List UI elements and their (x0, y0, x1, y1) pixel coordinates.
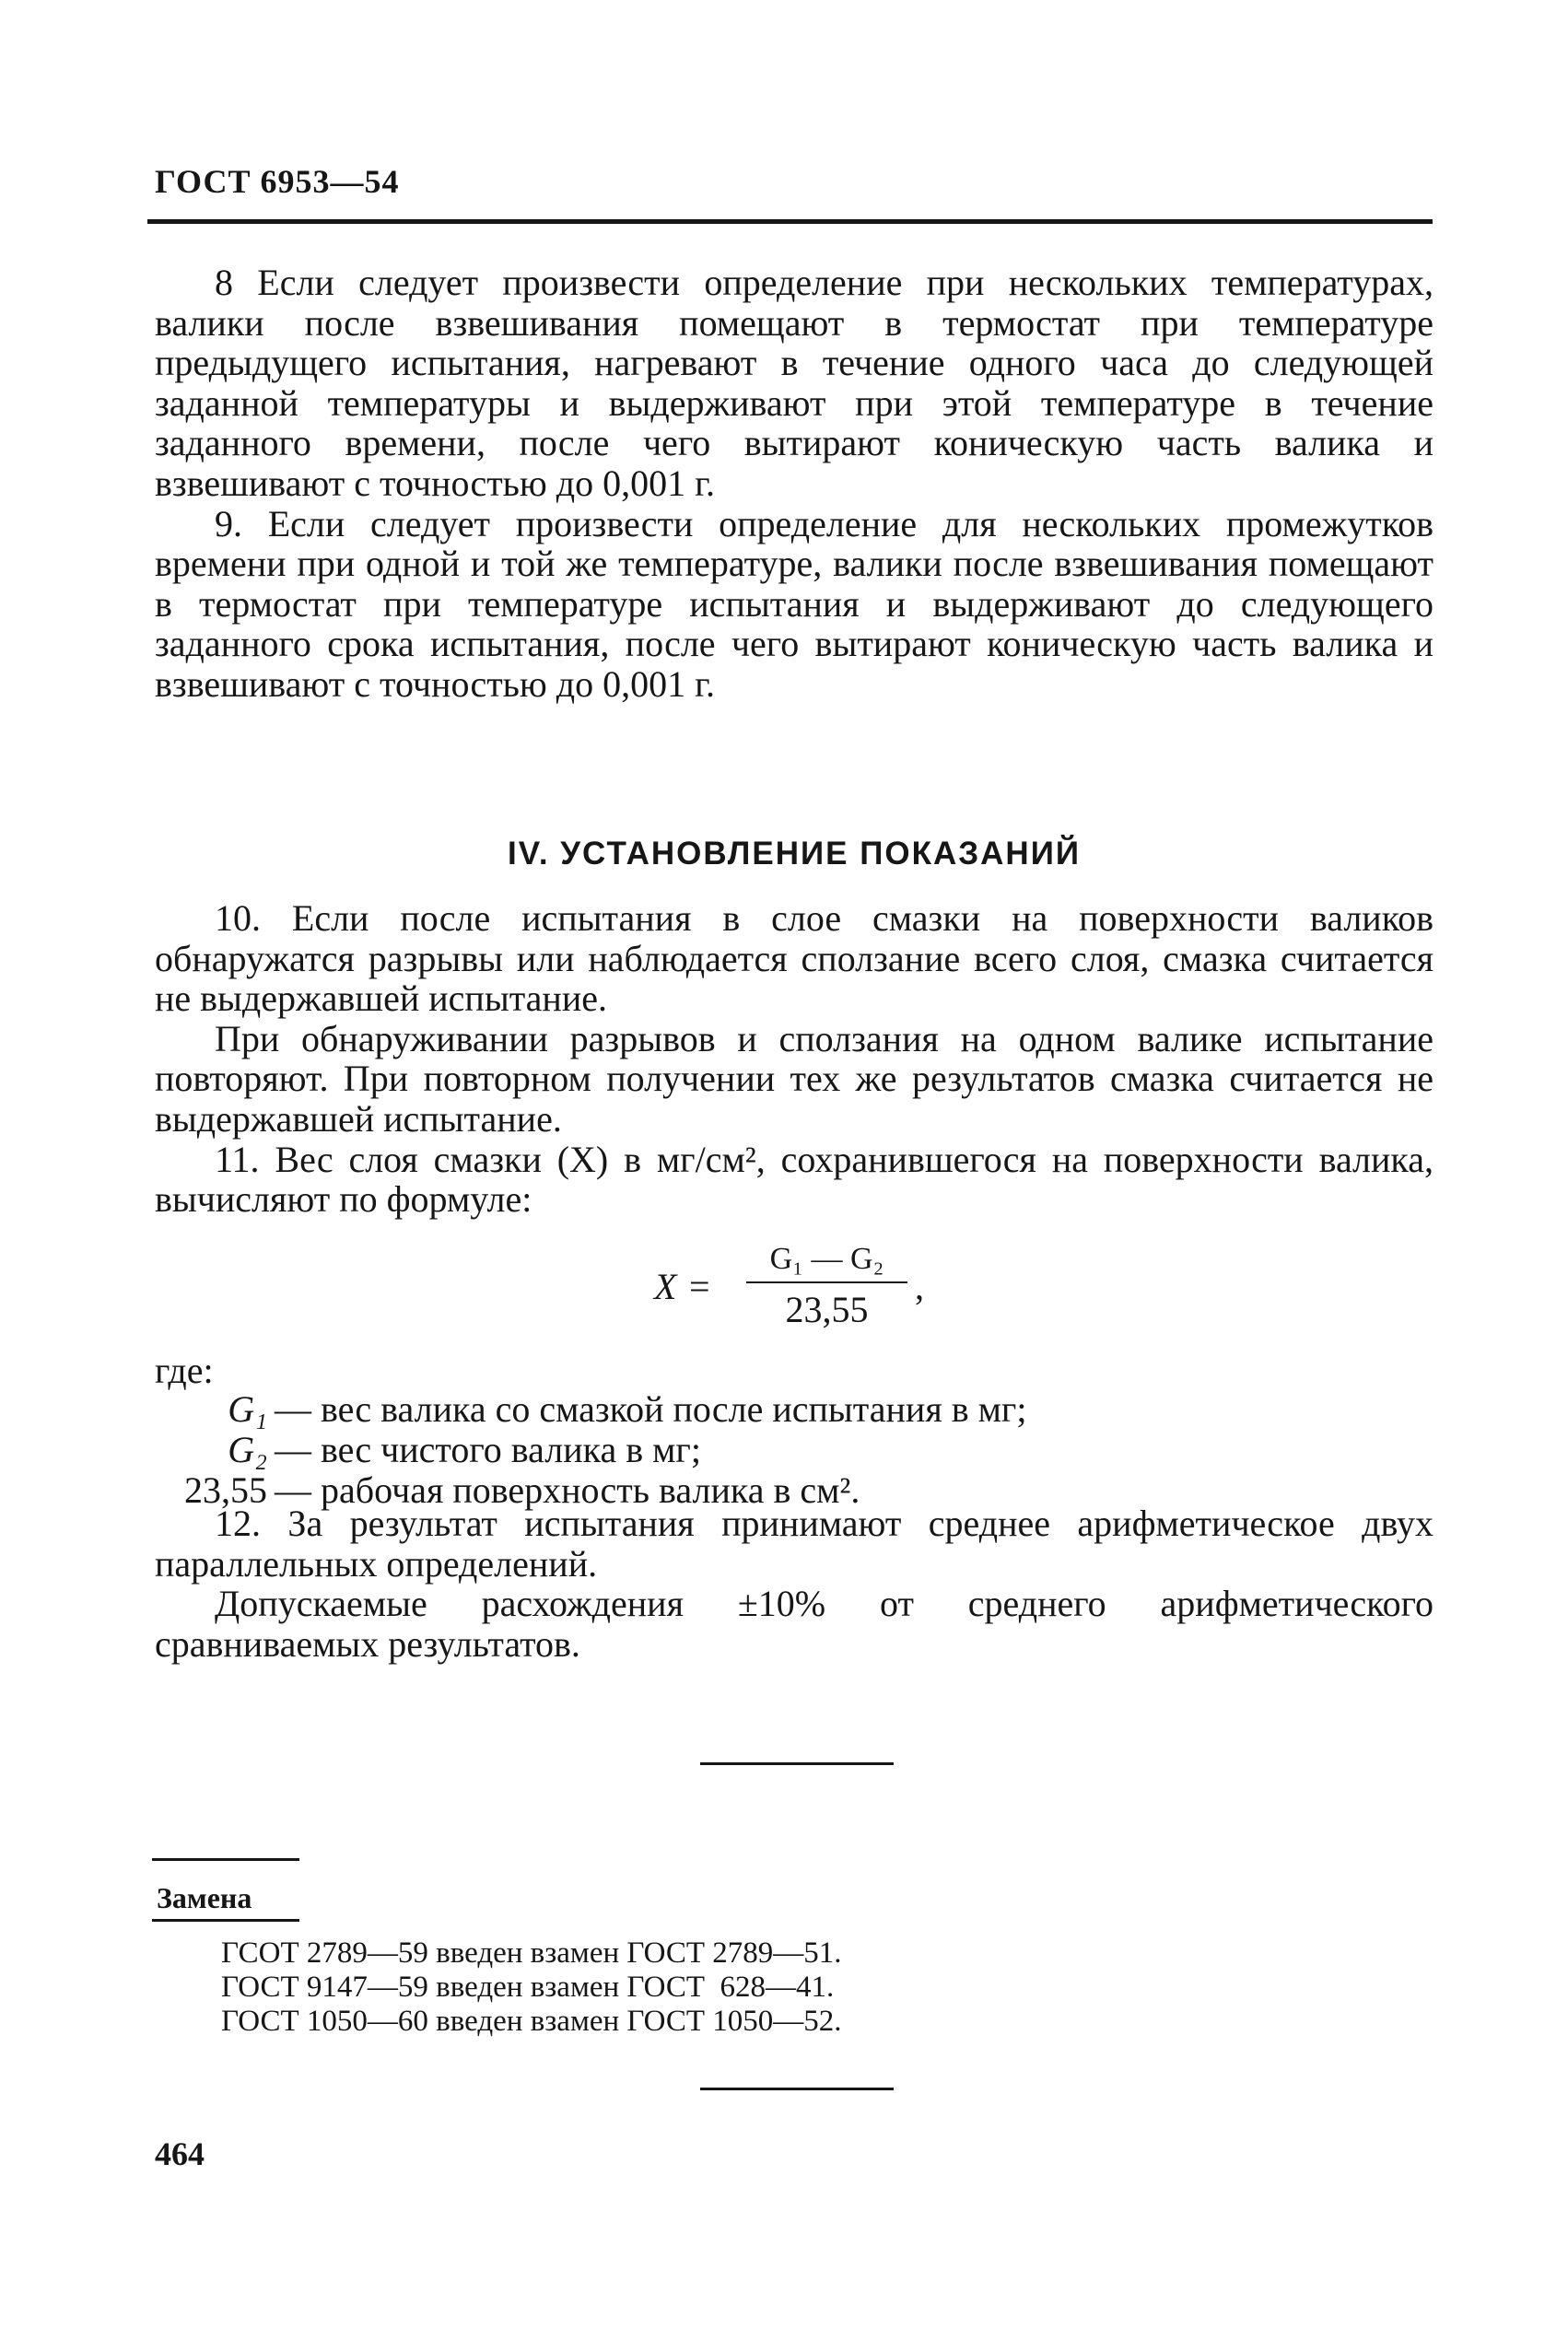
replacement-line: ГОСТ 1050—60 введен взамен ГОСТ 1050—52. (221, 2005, 842, 2038)
paragraph-9: 9. Если следует произвести определение для нескольких промежутков времени при одной и той же температуре, валики после взвешивания помещают в термостат при температуре испытания и выдерживают до следующего заданного срока испытания, после чего вытирают коническую часть валика и взвешивают с точностью до 0,001 г. (155, 502, 1433, 705)
replacement-top-rule (152, 1858, 299, 1861)
paragraph-11: 11. Вес слоя смазки (X) в мг/см², сохранившегося на поверхности валика, вычисляют по формуле: (155, 1138, 1433, 1221)
legend-text: — вес валика со смазкой после испытания в мг; (275, 1388, 1027, 1430)
replacement-line: ГСОТ 2789—59 введен взамен ГОСТ 2789—51. (221, 1936, 842, 1970)
fraction-bar (746, 1281, 907, 1283)
header-rule (147, 219, 1433, 224)
legend-symbol: G₁ (228, 1388, 267, 1430)
section-title: IV. УСТАНОВЛЕНИЕ ПОКАЗАНИЙ (507, 836, 1082, 872)
legend-text: — вес чистого валика в мг; (275, 1429, 701, 1470)
middle-paragraphs (155, 898, 1433, 1220)
formula-numerator: G₁ — G₂ (769, 1242, 884, 1276)
bottom-paragraphs (155, 1503, 1433, 1664)
paragraph-12: 12. За результат испытания принимают среднее арифметическое двух параллельных определений. (155, 1503, 1433, 1585)
paragraph-10: 10. Если после испытания в слое смазки на поверхности валиков обнаружатся разрывы или наблюдается сползание всего слоя, смазка считается не выдержавшей испытание. (155, 897, 1433, 1020)
paragraph-10-repeat: При обнаруживании разрывов и сползания на одном валике испытание повторяют. При повторном получении тех же результатов смазка считается не выдержавшей испытание. (155, 1017, 1433, 1140)
page-number: 464 (155, 2135, 205, 2172)
formula-equals: = (689, 1266, 710, 1307)
legend-symbol: G₂ (228, 1429, 267, 1470)
replacement-label: Замена (157, 1881, 252, 1914)
formula-denominator: 23,55 (785, 1289, 869, 1330)
legend-text: — рабочая поверхность валика в см². (275, 1469, 860, 1511)
separator-rule (700, 1762, 894, 1765)
paragraph-tolerance: Допускаемые расхождения ±10% от среднего арифметического сравниваемых результатов. (155, 1583, 1433, 1665)
formula-lhs: X (654, 1266, 677, 1307)
where-label: где: (155, 1350, 214, 1391)
replacement-bottom-rule (152, 1919, 299, 1922)
replacement-line: ГОСТ 9147—59 введен взамен ГОСТ 628—41. (221, 1971, 835, 2004)
document-header: ГОСТ 6953—54 (155, 163, 400, 200)
separator-rule (700, 2088, 894, 2090)
paragraph-8: 8 Если следует произвести определение при нескольких температурах, валики после взвешивания помещают в термостат при температуре предыдущего испытания, нагревают в течение одного часа до следующей заданной температуры и выдерживают при этой температуре в течение заданного времени, после чего вытирают коническую часть валика и взвешивают с точностью до 0,001 г. (155, 262, 1433, 504)
formula-comma: , (915, 1266, 924, 1307)
legend-symbol: 23,55 (184, 1469, 267, 1511)
top-paragraphs (155, 263, 1433, 705)
weight-formula (645, 1237, 977, 1339)
